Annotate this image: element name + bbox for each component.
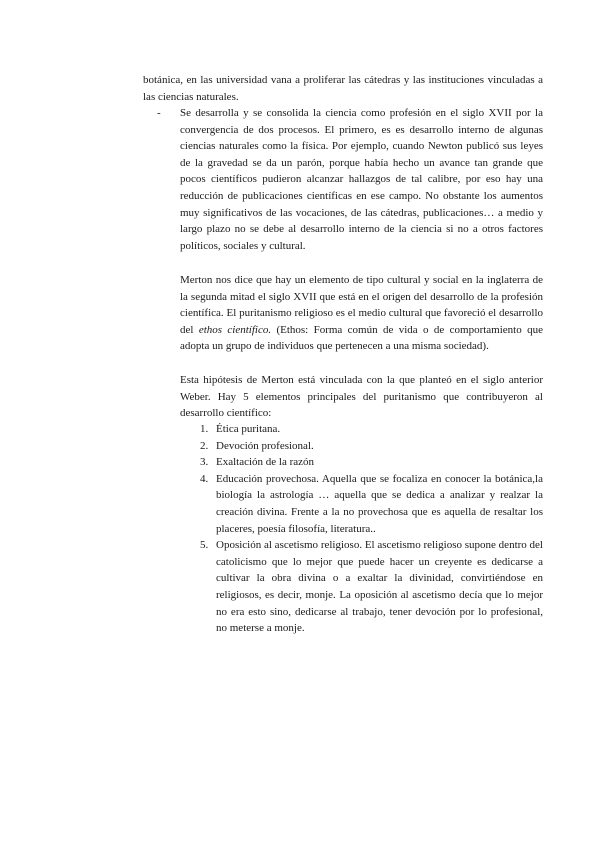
merton-paragraph	[180, 272, 543, 355]
ethos-italic-term: ethos científico.	[198, 323, 272, 336]
bullet-marker: -	[157, 107, 161, 119]
list-item-text: Devoción profesional.	[216, 439, 314, 452]
list-item-number: 5.	[200, 539, 209, 552]
list-item-text: Oposición al ascetismo religioso. El ascetismo religioso supone dentro del catolicismo que lo mejor que puede hacer un creyente es dedicarse a cultivar la obra divina o a exaltar la divinidad, convirtiéndose en religiosos, es decir, monje. La oposición al ascetismo decía que lo mejor no era esto sino, dedicarse al trabajo, tener devoción por lo profesional, no meterse a monje.	[216, 539, 543, 635]
merton-text-before: Merton nos dice que hay un elemento de tipo cultural y social en la inglaterra de la segunda mitad el siglo XVII que está en el origen del desarrollo de la profesión científica. El puritanismo religioso es el medio cultural que favoreció el desarrollo del	[180, 274, 543, 336]
list-item	[180, 421, 543, 438]
list-item	[180, 537, 543, 637]
list-item-number: 2.	[200, 439, 209, 452]
list-item-text: Educación provechosa. Aquella que se focaliza en conocer la botánica,la biología la astrología … aquella que se dedica a analizar y realzar la creación divina. Frente a la no provechosa que es aquella de resaltar los placeres, poesía filosofía, literatura..	[216, 472, 543, 535]
puritanism-elements-list	[180, 421, 543, 637]
list-item-text: Exaltación de la razón	[216, 456, 315, 469]
list-item-number: 4.	[200, 472, 209, 485]
weber-paragraph: Esta hipótesis de Merton está vinculada con la que planteó en el siglo anterior Weber. Hay 5 elementos principales del puritanismo que contribuyeron al desarrollo científico:	[180, 374, 543, 420]
bullet-paragraph: Se desarrolla y se consolida la ciencia como profesión en el siglo XVII por la convergencia de dos procesos. El primero, es es desarrollo interno de algunas ciencias naturales como la física. Por ejemplo, cuando Newton publicó sus leyes de la gravedad se da un parón, porque había hecho un avance tan grande que pocos científicos pudieron alcanzar hallazgos de tal calibre, por eso hay una reducción de publicaciones científicas en ese campo. No obstante los aumentos muy significativos de las vocaciones, de las cátedras, publicaciones… a medio y largo plazo no se debe al desarrollo interno de la ciencia si no a otros factores políticos, sociales y cultural.	[180, 107, 543, 252]
list-item-number: 1.	[200, 423, 209, 435]
list-item-number: 3.	[200, 456, 209, 469]
list-item-text: Ética puritana.	[216, 423, 281, 435]
list-item	[180, 438, 543, 455]
list-item	[180, 454, 543, 471]
intro-paragraph: botánica, en las universidad vana a proliferar las cátedras y las instituciones vinculadas a las ciencias naturales.	[143, 74, 543, 103]
merton-text-after: (Ethos: Forma común de vida o de comportamiento que adopta un grupo de individuos que pertenecen a una misma sociedad).	[180, 323, 543, 353]
list-item	[180, 471, 543, 537]
